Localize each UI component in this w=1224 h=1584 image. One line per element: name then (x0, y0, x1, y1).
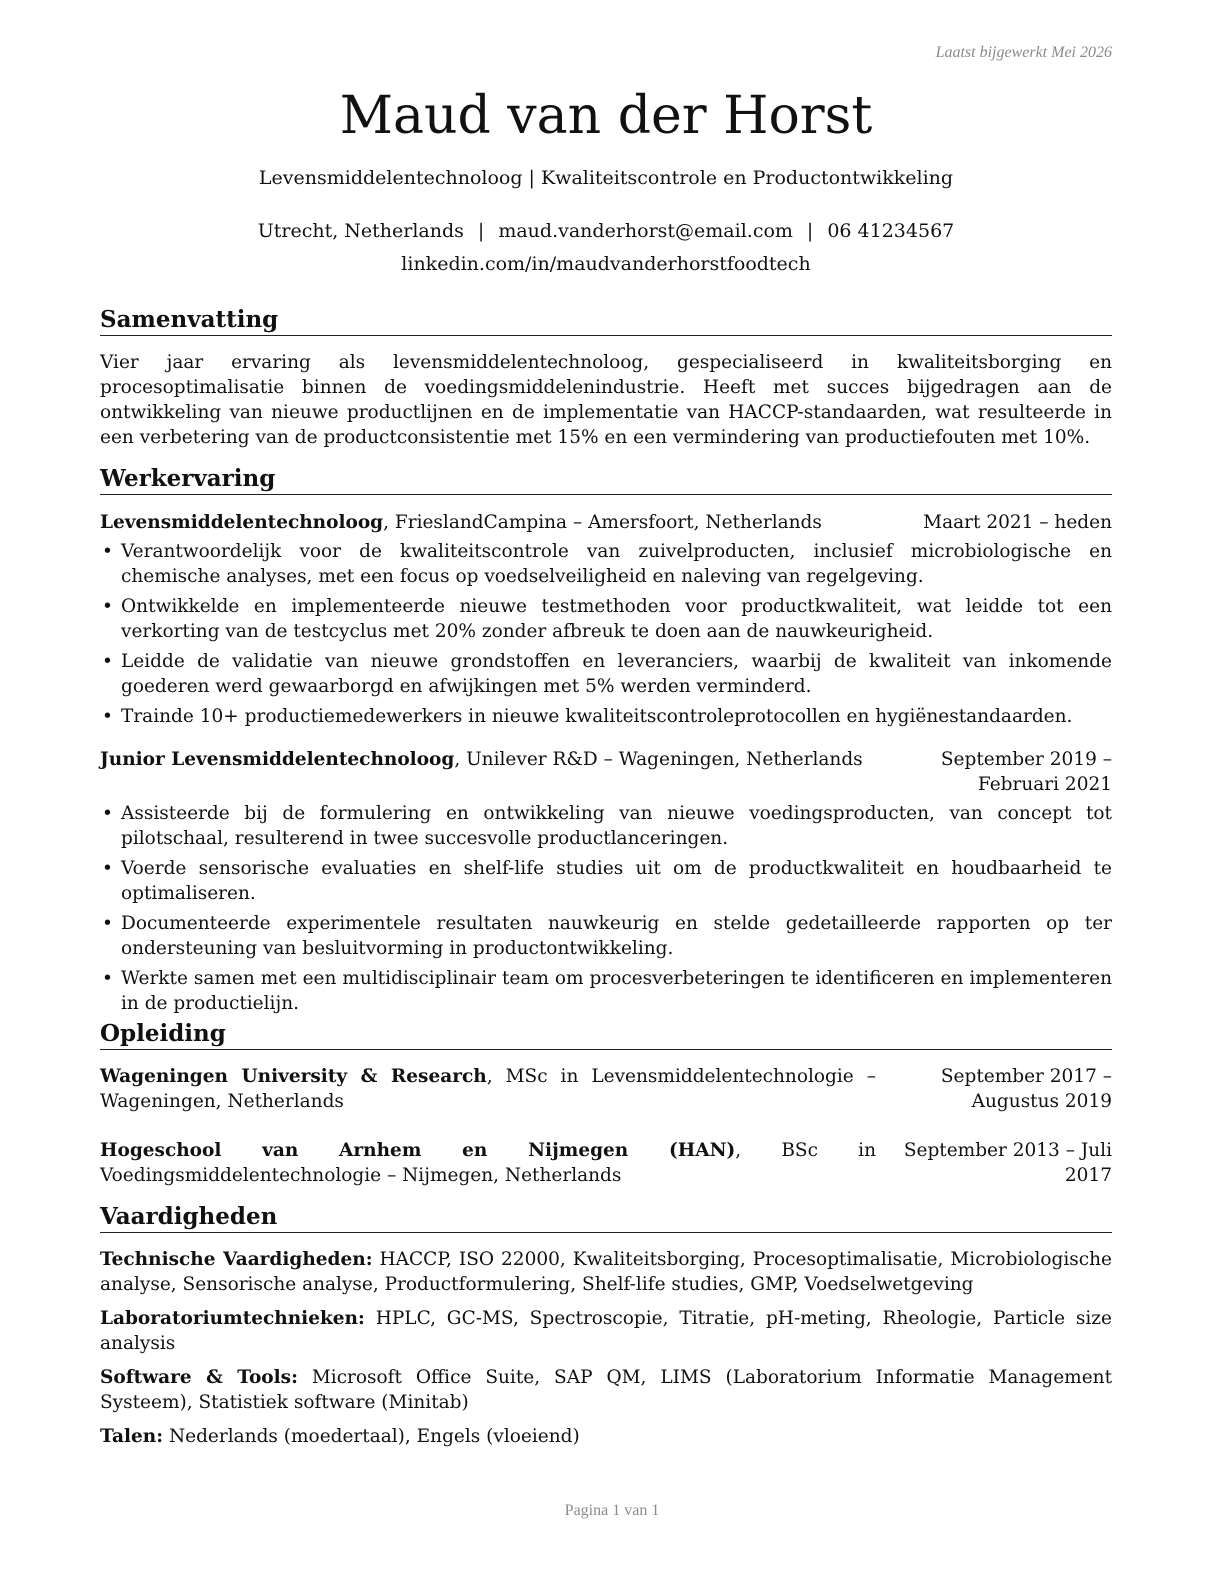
bullet-item: • Voerde sensorische evaluaties en shelf-life studies uit om de productkwaliteit en houdbaarheid te optimaliseren. (100, 856, 1112, 906)
location: Utrecht, Netherlands (257, 220, 464, 242)
job-bullets (100, 801, 1112, 1016)
education-detail: , MSc in Levensmiddelentechnologie – Wageningen, Netherlands (100, 1066, 876, 1112)
bullet-item: • Documenteerde experimentele resultaten nauwkeurig en stelde gedetailleerde rapporten op ter ondersteuning van besluitvorming in productontwikkeling. (100, 911, 1112, 961)
education-detail: , BSc in Voedingsmiddelentechnologie – Nijmegen, Netherlands (100, 1140, 876, 1186)
skills-list (100, 1247, 1112, 1449)
skill-value: Microsoft Office Suite, SAP QM, LIMS (Laboratorium Informatie Management Systeem), Statistiek software (Minitab) (100, 1367, 1112, 1413)
education-entry (100, 1138, 1112, 1188)
skill-label: Software & Tools: (100, 1367, 298, 1388)
experience-section (100, 465, 1112, 1021)
summary-text: Vier jaar ervaring als levensmiddelentechnoloog, gespecialiseerd in kwaliteitsborging en procesoptimalisatie binnen de voedingsmiddelenindustrie. Heeft met succes bijgedragen aan de ontwikkeling van nieuwe productlijnen en de implementatie van HACCP-standaarden, wat resulteerde in een verbetering van de productconsistentie met 15% en een vermindering van productiefouten met 10%. (100, 352, 1112, 448)
bullet-item: • Verantwoordelijk voor de kwaliteitscontrole van zuivelproducten, inclusief microbiologische en chemische analyses, met een focus op voedselveiligheid en naleving van regelgeving. (100, 539, 1112, 589)
education-section (100, 1020, 1112, 1188)
contact-line (100, 220, 1112, 242)
education-entry (100, 1064, 1112, 1114)
job-role: Junior Levensmiddelentechnoloog (100, 749, 455, 770)
skill-line (100, 1247, 1112, 1297)
linkedin-link[interactable]: linkedin.com/in/maudvanderhorstfoodtech (401, 253, 811, 275)
phone-number: 06 41234567 (827, 220, 955, 242)
contact-separator: | (806, 220, 814, 242)
section-title-skills: Vaardigheden (100, 1203, 1112, 1233)
skill-line (100, 1365, 1112, 1415)
section-title-summary: Samenvatting (100, 306, 1112, 336)
job-header (100, 747, 1112, 797)
skill-label: Technische Vaardigheden: (100, 1249, 373, 1270)
candidate-headline: Levensmiddelentechnoloog | Kwaliteitscontrole en Productontwikkeling (258, 167, 954, 189)
bullet-item: • Assisteerde bij de formulering en ontwikkeling van nieuwe voedingsproducten, van concept tot pilotschaal, resulterend in twee succesvolle productlanceringen. (100, 801, 1112, 851)
contact-separator: | (477, 220, 485, 242)
job-header (100, 510, 1112, 535)
job-dates: September 2019 – Februari 2021 (940, 749, 1112, 795)
education-dates: September 2013 – Juli 2017 (903, 1140, 1112, 1186)
skill-value: HACCP, ISO 22000, Kwaliteitsborging, Procesoptimalisatie, Microbiologische analyse, Sensorische analyse, Productformulering, Shelf-life studies, GMP, Voedselwetgeving (100, 1249, 1112, 1295)
job-role: Levensmiddelentechnoloog (100, 512, 384, 533)
skill-label: Laboratoriumtechnieken: (100, 1308, 365, 1329)
skill-label: Talen: (100, 1426, 164, 1447)
section-title-experience: Werkervaring (100, 465, 1112, 495)
section-title-education: Opleiding (100, 1020, 1112, 1050)
summary-section (100, 306, 1112, 450)
job-org: , FrieslandCampina – Amersfoort, Netherlands (383, 512, 822, 533)
last-updated-note: Laatst bijgewerkt Mei 2026 (935, 44, 1112, 61)
job-bullets (100, 539, 1112, 729)
bullet-item: • Trainde 10+ productiemedewerkers in nieuwe kwaliteitscontroleprotocollen en hygiënestandaarden. (100, 704, 1112, 729)
skills-section (100, 1203, 1112, 1458)
job-entry (100, 510, 1112, 729)
bullet-item: • Leidde de validatie van nieuwe grondstoffen en leveranciers, waarbij de kwaliteit van inkomende goederen werd gewaarborgd en afwijkingen met 5% werden verminderd. (100, 649, 1112, 699)
resume-page (100, 0, 1112, 1584)
email-link[interactable]: maud.vanderhorst@email.com (498, 220, 793, 242)
bullet-item: • Werkte samen met een multidisciplinair team om procesverbeteringen te identificeren en implementeren in de productielijn. (100, 966, 1112, 1016)
skill-value: HPLC, GC-MS, Spectroscopie, Titratie, pH-meting, Rheologie, Particle size analysis (100, 1308, 1112, 1354)
skill-line (100, 1424, 1112, 1449)
skill-value: Nederlands (moedertaal), Engels (vloeiend) (163, 1426, 580, 1447)
skill-line (100, 1306, 1112, 1356)
education-school: Hogeschool van Arnhem en Nijmegen (HAN) (100, 1140, 736, 1161)
job-dates: Maart 2021 – heden (923, 512, 1112, 533)
page-number: Pagina 1 van 1 (564, 1502, 660, 1519)
job-entry (100, 747, 1112, 1016)
bullet-item: • Ontwikkelde en implementeerde nieuwe testmethoden voor productkwaliteit, wat leidde tot een verkorting van de testcyclus met 20% zonder afbreuk te doen aan de nauwkeurigheid. (100, 594, 1112, 644)
job-org: , Unilever R&D – Wageningen, Netherlands (454, 749, 863, 770)
candidate-name: Maud van der Horst (339, 86, 873, 146)
education-dates: September 2017 – Augustus 2019 (940, 1066, 1112, 1112)
education-school: Wageningen University & Research (100, 1066, 487, 1087)
